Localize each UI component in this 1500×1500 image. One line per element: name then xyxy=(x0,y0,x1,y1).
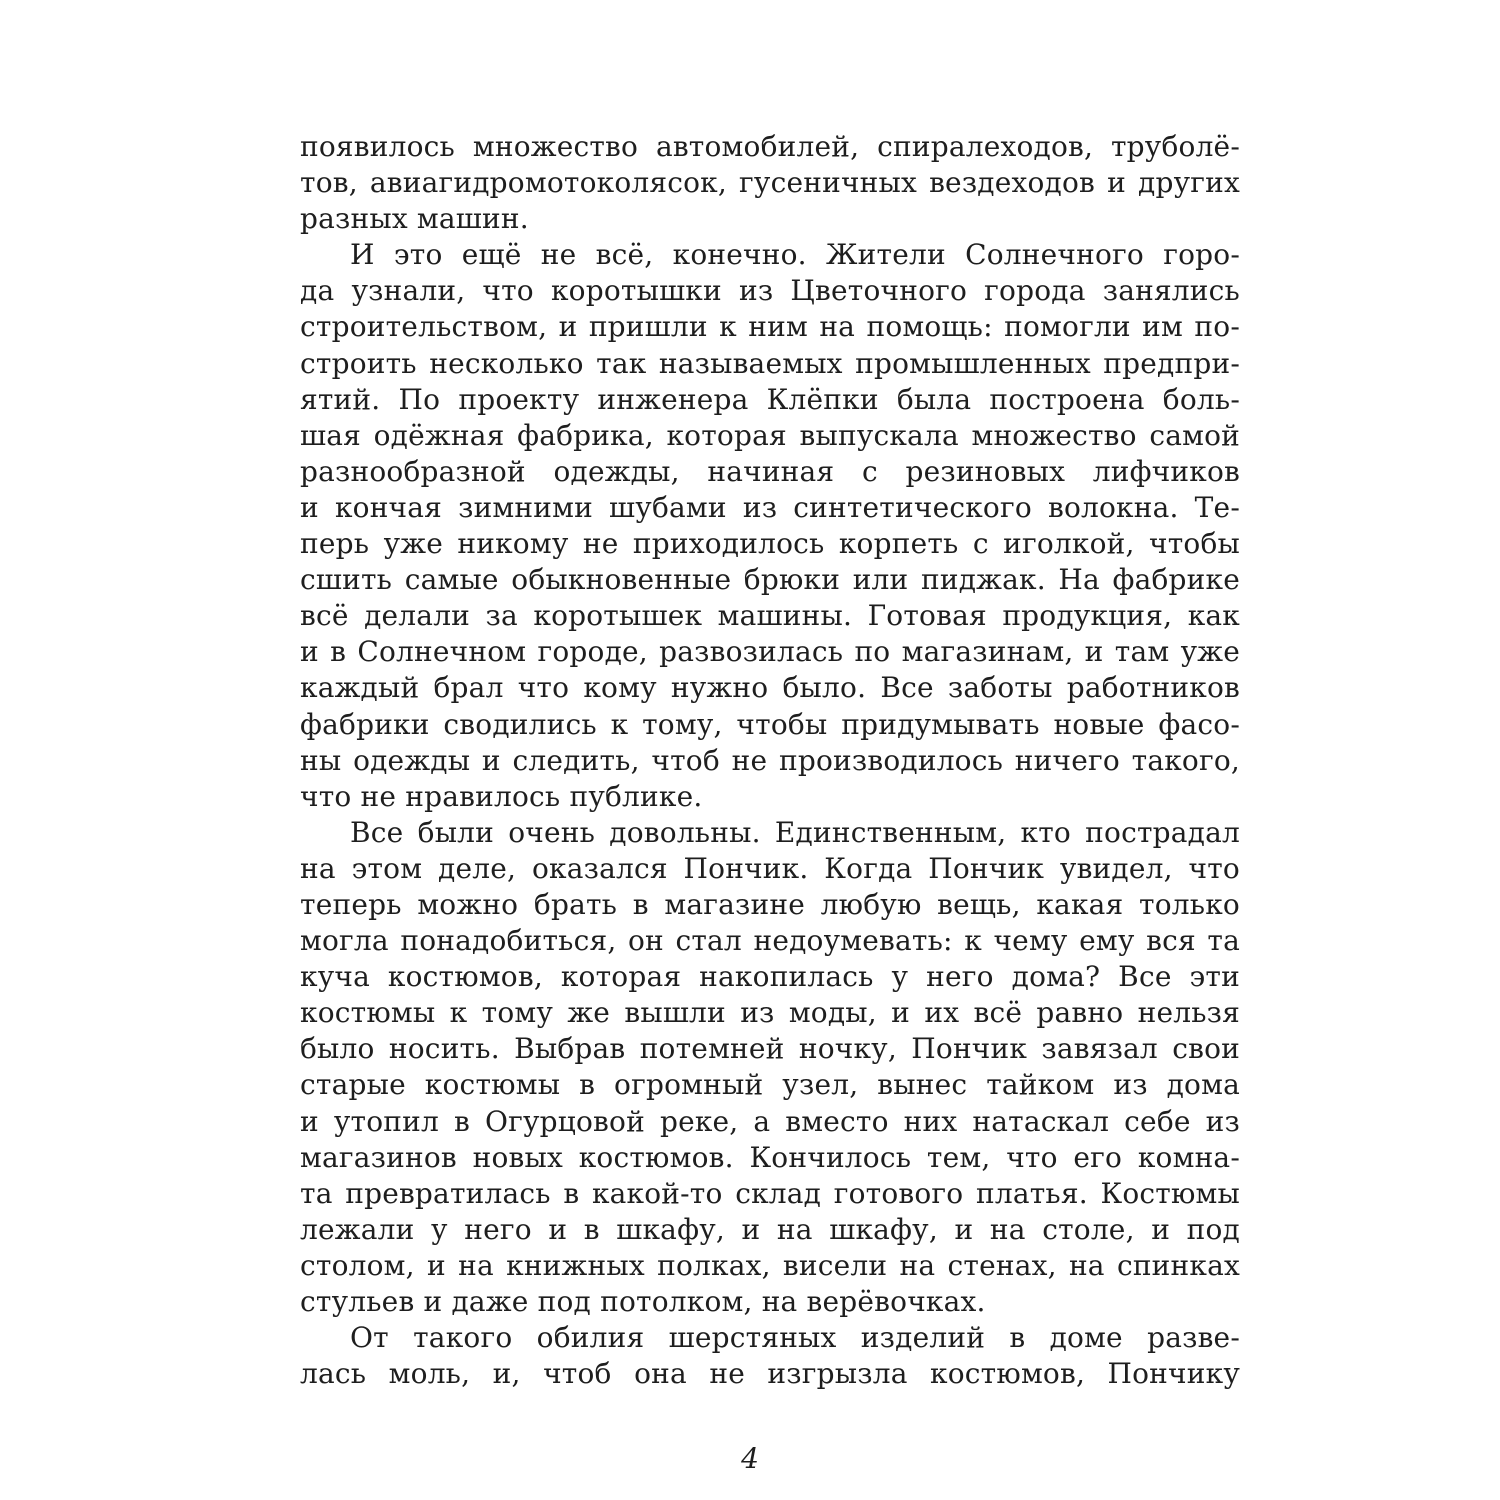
text-line: старые костюмы в огромный узел, вынес тайком из дома xyxy=(300,1068,1240,1102)
text-line: магазинов новых костюмов. Кончилось тем, что его комна- xyxy=(300,1140,1240,1174)
text-line: От такого обилия шерстяных изделий в доме разве- xyxy=(350,1321,1240,1355)
text-line: ны одежды и следить, чтоб не производилось ничего такого, xyxy=(300,743,1240,777)
text-line: разнообразной одежды, начиная с резиновых лифчиков xyxy=(300,454,1240,488)
text-line: могла понадобиться, он стал недоумевать: к чему ему вся та xyxy=(300,924,1240,958)
text-line: перь уже никому не приходилось корпеть с иголкой, чтобы xyxy=(300,527,1240,561)
text-line: ятий. По проекту инженера Клёпки была построена боль- xyxy=(300,382,1240,416)
text-line: да узнали, что коротышки из Цветочного города занялись xyxy=(300,274,1240,308)
text-line: строить несколько так называемых промышленных предпри- xyxy=(300,346,1240,380)
body-text xyxy=(300,129,1240,1392)
text-line: появилось множество автомобилей, спиралеходов, труболё- xyxy=(300,130,1240,163)
text-line: каждый брал что кому нужно было. Все заботы работников xyxy=(300,671,1240,705)
text-line: было носить. Выбрав потемней ночку, Пончик завязал свои xyxy=(300,1032,1240,1066)
text-line: и кончая зимними шубами из синтетического волокна. Те- xyxy=(300,490,1240,524)
text-line: И это ещё не всё, конечно. Жители Солнечного горо- xyxy=(350,238,1240,272)
text-line: стульев и даже под потолком, на верёвочках. xyxy=(300,1285,986,1318)
text-line: строительством, и пришли к ним на помощь: помогли им по- xyxy=(300,310,1240,344)
text-line: сшить самые обыкновенные брюки или пиджак. На фабрике xyxy=(300,563,1240,597)
text-line: шая одёжная фабрика, которая выпускала множество самой xyxy=(300,418,1240,452)
text-line: теперь можно брать в магазине любую вещь, какая только xyxy=(300,887,1240,921)
page-number: 4 xyxy=(741,1442,759,1475)
text-line: та превратилась в какой-то склад готового платья. Костюмы xyxy=(300,1176,1240,1210)
text-line: Все были очень довольны. Единственным, кто пострадал xyxy=(350,815,1240,849)
text-line: фабрики сводились к тому, чтобы придумывать новые фасо- xyxy=(300,707,1240,741)
text-line: столом, и на книжных полках, висели на стенах, на спинках xyxy=(300,1248,1240,1282)
text-line: лась моль, и, чтоб она не изгрызла костюмов, Пончику xyxy=(300,1357,1240,1391)
text-line: лежали у него и в шкафу, и на шкафу, и на столе, и под xyxy=(300,1212,1240,1246)
text-line: куча костюмов, которая накопилась у него дома? Все эти xyxy=(300,960,1240,994)
text-line: и в Солнечном городе, развозилась по магазинам, и там уже xyxy=(300,635,1240,669)
text-line: что не нравилось публике. xyxy=(300,779,703,813)
text-line: тов, авиагидромотоколясок, гусеничных вездеходов и других xyxy=(300,166,1240,200)
text-line: и утопил в Огурцовой реке, а вместо них натаскал себе из xyxy=(300,1104,1240,1138)
text-line: всё делали за коротышек машины. Готовая продукция, как xyxy=(300,599,1240,633)
text-line: разных машин. xyxy=(300,202,529,236)
text-line: на этом деле, оказался Пончик. Когда Пончик увидел, что xyxy=(300,851,1240,885)
text-line: костюмы к тому же вышли из моды, и их всё равно нельзя xyxy=(300,996,1240,1030)
